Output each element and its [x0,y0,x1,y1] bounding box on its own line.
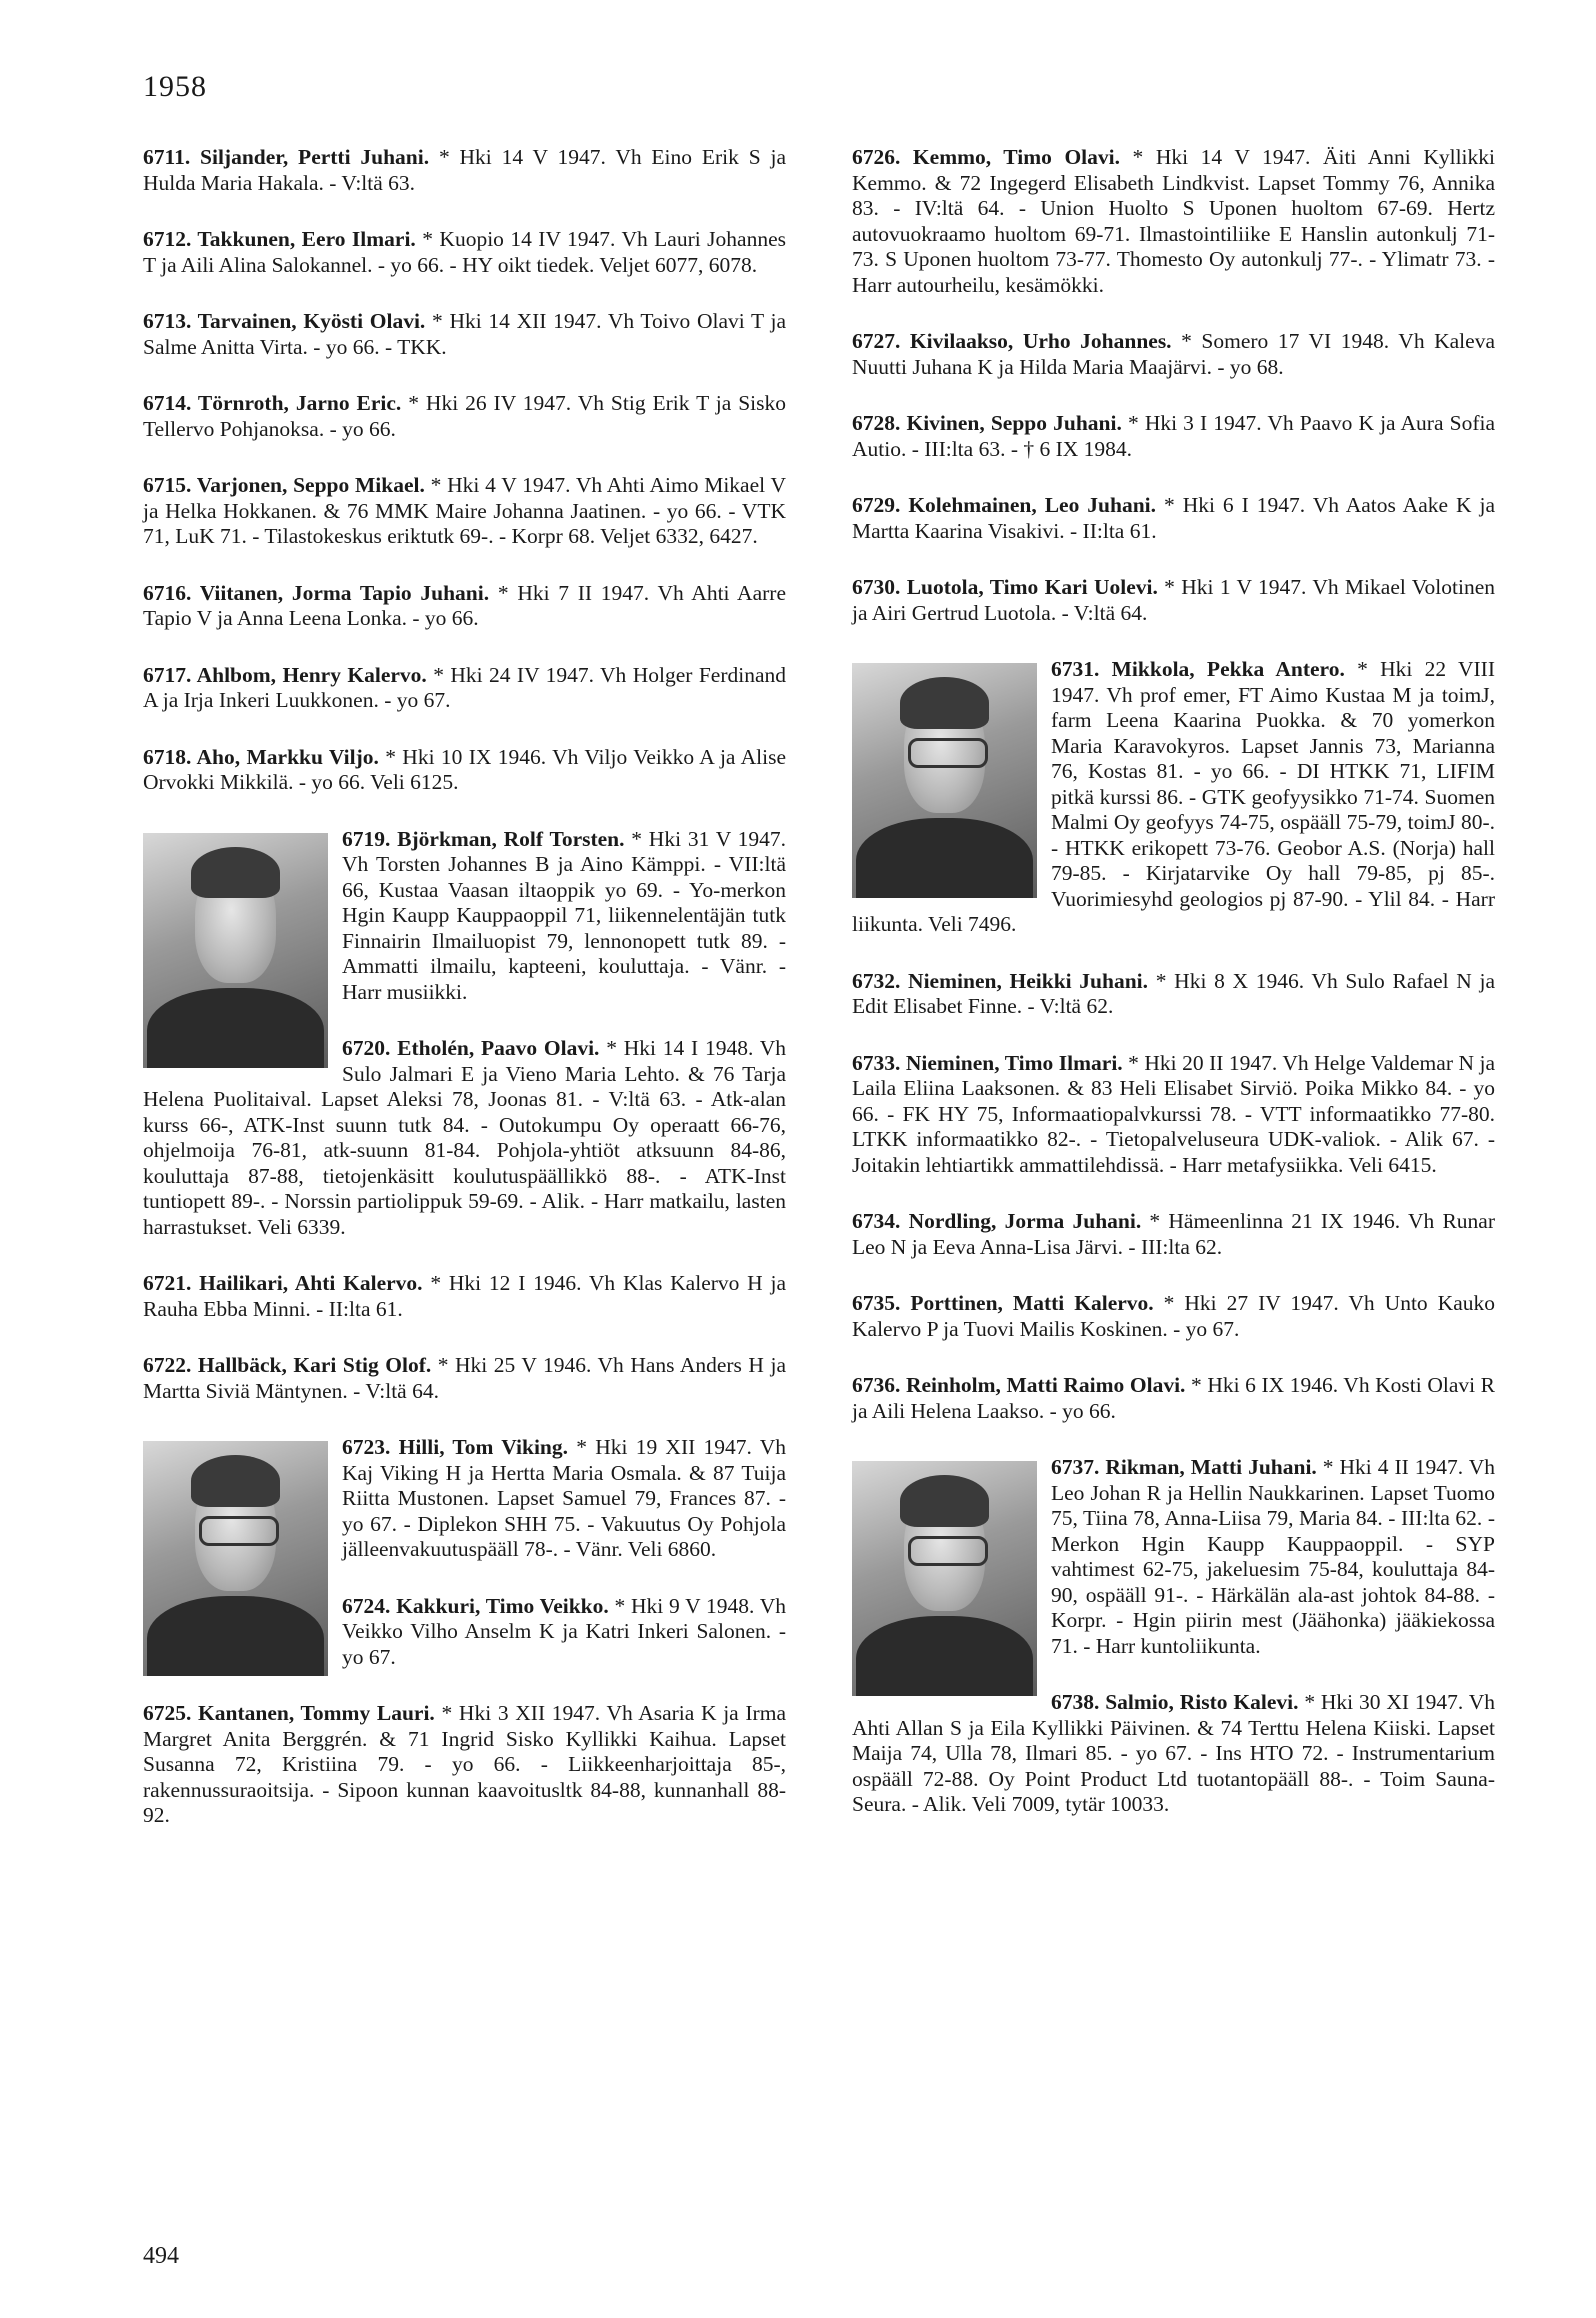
biography-entry [143,391,786,442]
entry-text: * Hki 25 V 1946. Vh Hans Anders H ja Martta Siviä Mäntynen. - V:ltä 64. [143,1353,786,1403]
biography-entry [852,1209,1495,1260]
entry-text: * Hki 9 V 1948. Vh Veikko Vilho Anselm K ja Katri Inkeri Salonen. - yo 67. [342,1593,786,1669]
entry-text: * Hämeenlinna 21 IX 1946. Vh Runar Leo N ja Eeva Anna-Lisa Järvi. - III:lta 62. [852,1209,1495,1259]
entry-text: * Hki 12 I 1946. Vh Klas Kalervo H ja Rauha Ebba Minni. - II:lta 61. [143,1271,786,1321]
entry-name: 6736. Reinholm, Matti Raimo Olavi. [852,1373,1186,1397]
biography-entry [143,1271,786,1322]
biography-entry [143,581,786,632]
biography-entry [852,329,1495,380]
portrait-photo [143,833,328,1068]
biography-entry [143,145,786,196]
entry-text: * Hki 10 IX 1946. Vh Viljo Veikko A ja Alise Orvokki Mikkilä. - yo 66. Veli 6125. [143,744,786,794]
entry-text: * Hki 26 IV 1947. Vh Stig Erik T ja Sisko Tellervo Pohjanoksa. - yo 66. [143,391,787,441]
biography-entry [143,1435,786,1563]
biography-entry [143,745,786,796]
biography-entry [143,1701,786,1829]
entry-text: * Hki 6 I 1947. Vh Aatos Aake K ja Martta Kaarina Visakivi. - II:lta 61. [852,493,1495,543]
entry-text: * Hki 30 XI 1947. Vh Ahti Allan S ja Eila Kyllikki Päivinen. & 74 Terttu Helena Kiiski. Lapset Maija 74, Ulla 78, Ilmari 85. - yo 67. - Ins HTO 72. - Instrumentarium ospääll 72-88. Oy Point Product Ltd tuotantopääll 88-. - Toim Sauna-Seura. - Alik. Veli 7009, tytär 10033. [852,1690,1495,1816]
entry-text: * Hki 4 II 1947. Vh Leo Johan R ja Hellin Naukkarinen. Lapset Tuomo 75, Tiina 78, Anna-Liisa 79, Maria 84. - III:lta 62. - Merkon Hgin Kaupp Kauppaoppil. - SYP vahtimest 62-75, jakeluesim 75-84, kouluttaja 84-90, ospääll 91-. - Härkälän ala-ast johtok 84-88. - Korpr. - Hgin piirin mest (Jäähonka) jääkiekossa 71. - Harr kuntoliikunta. [1051,1455,1495,1658]
page-year-header: 1958 [143,70,207,103]
biography-entry [852,1051,1495,1179]
entry-name: 6720. Etholén, Paavo Olavi. [342,1036,600,1060]
biography-entry [852,1373,1495,1424]
entry-text: * Hki 8 X 1946. Vh Sulo Rafael N ja Edit Elisabet Finne. - V:ltä 62. [852,968,1496,1018]
entry-name: 6733. Nieminen, Timo Ilmari. [852,1050,1123,1075]
biography-entry [143,309,786,360]
entry-name: 6713. Tarvainen, Kyösti Olavi. [143,309,426,333]
entry-name: 6712. Takkunen, Eero Ilmari. [143,227,416,251]
biography-entry [852,145,1495,298]
entry-name: 6726. Kemmo, Timo Olavi. [852,145,1120,169]
biography-entry [143,1353,786,1404]
biography-entry [852,575,1495,626]
entry-name: 6718. Aho, Markku Viljo. [143,744,379,769]
entry-name: 6735. Porttinen, Matti Kalervo. [852,1291,1154,1315]
entry-name: 6734. Nordling, Jorma Juhani. [852,1209,1142,1233]
biography-entry [852,969,1495,1020]
biography-entry [143,473,786,550]
entry-text: * Hki 14 V 1947. Äiti Anni Kyllikki Kemmo. & 72 Ingegerd Elisabeth Lindkvist. Lapset Tommy 76, Annika 83. - IV:ltä 64. - Union Huolto S Uponen huoltom 67-69. Hertz autovuokraamo huoltom 69-71. Ilmastointiliike E Hanslin autonkulj 71-73. S Uponen huoltom 73-77. Thomesto Oy autonkulj 77-. - Ylimatr 73. - Harr autourheilu, kesämökki. [852,145,1495,297]
portrait-photo [852,663,1037,898]
entry-text: * Hki 6 IX 1946. Vh Kosti Olavi R ja Aili Helena Laakso. - yo 66. [852,1373,1495,1423]
entry-name: 6732. Nieminen, Heikki Juhani. [852,968,1149,993]
entry-text: * Hki 14 XII 1947. Vh Toivo Olavi T ja Salme Anitta Virta. - yo 66. - TKK. [143,309,786,359]
right-column [852,145,1495,1849]
entry-text: * Kuopio 14 IV 1947. Vh Lauri Johannes T ja Aili Alina Salokannel. - yo 66. - HY oikt tiedek. Veljet 6077, 6078. [143,227,786,277]
entry-text: * Hki 4 V 1947. Vh Ahti Aimo Mikael V ja Helka Hokkanen. & 76 MMK Maire Johanna Jaatinen. - yo 66. - VTK 71, LuK 71. - Tilastokeskus eriktutk 69-. - Korpr 68. Veljet 6332, 6427. [143,473,786,548]
entry-name: 6724. Kakkuri, Timo Veikko. [342,1593,609,1618]
entry-text: * Hki 3 I 1947. Vh Paavo K ja Aura Sofia Autio. - III:lta 63. - † 6 IX 1984. [852,411,1495,461]
entry-text: * Hki 3 XII 1947. Vh Asaria K ja Irma Margret Anita Berggrén. & 71 Ingrid Sisko Kyllikki Kaihua. Lapset Susanna 72, Kristiina 79. - yo 66. - Liikkeenharjoittaja 85-, rakennussuraoitsija. - Sipoon kunnan kaavoitusltk 84-88, kunnanhall 88-92. [143,1701,786,1827]
entry-name: 6717. Ahlbom, Henry Kalervo. [143,662,427,687]
entry-name: 6711. Siljander, Pertti Juhani. [143,145,430,169]
biography-entry [143,827,786,1006]
portrait-photo [143,1441,328,1676]
entry-name: 6721. Hailikari, Ahti Kalervo. [143,1271,423,1295]
entry-text: * Hki 14 V 1947. Vh Eino Erik S ja Hulda Maria Hakala. - V:ltä 63. [143,145,787,195]
biography-entry [143,227,786,278]
entry-name: 6727. Kivilaakso, Urho Johannes. [852,329,1172,353]
entry-name: 6728. Kivinen, Seppo Juhani. [852,411,1122,435]
biography-entry [852,1690,1495,1818]
entry-name: 6730. Luotola, Timo Kari Uolevi. [852,575,1158,599]
portrait-photo [852,1461,1037,1696]
entry-name: 6737. Rikman, Matti Juhani. [1051,1455,1317,1479]
entry-name: 6731. Mikkola, Pekka Antero. [1051,657,1345,681]
entry-name: 6729. Kolehmainen, Leo Juhani. [852,493,1157,517]
page-number: 494 [143,2243,179,2269]
entry-text: * Hki 31 V 1947. Vh Torsten Johannes B ja Aino Kämppi. - VII:ltä 66, Kustaa Vaasan iltaoppik yo 69. - Yo-merkon Hgin Kaupp Kauppaoppil 71, liikennelentäjän tutk Finnairin Ilmailuopist 79, lennonopett tutk 89. - Ammatti ilmailu, kapteeni, kouluttaja. - Vänr. - Harr musiikki. [342,826,786,1004]
left-column [143,145,786,1860]
entry-text: * Somero 17 VI 1948. Vh Kaleva Nuutti Juhana K ja Hilda Maria Maajärvi. - yo 68. [852,329,1495,379]
biography-entry [852,657,1495,938]
biography-entry [852,411,1495,462]
biography-entry [852,1291,1495,1342]
entry-name: 6716. Viitanen, Jorma Tapio Juhani. [143,580,490,605]
entry-text: * Hki 14 I 1948. Vh Sulo Jalmari E ja Vieno Maria Lehto. & 76 Tarja Helena Puolitaival. Lapset Aleksi 78, Joonas 81. - V:ltä 63. - Atk-alan kurss 66-, ATK-Inst suunn tutk 84. - Outokumpu Oy operaatt 66-76, ohjelmoija 76-81, atk-suunn 81-84. Pohjola-yhtiöt atksuunn 84-86, kouluttaja 87-88, tietojenkäsitt koulutuspäällikkö 88-. - ATK-Inst tuntiopett 89-. - Norssin partiolippuk 59-69. - Alik. - Harr matkailu, lasten harrastukset. Veli 6339. [143,1036,786,1239]
entry-name: 6725. Kantanen, Tommy Lauri. [143,1701,435,1725]
entry-text: * Hki 24 IV 1947. Vh Holger Ferdinand A ja Irja Inkeri Luukkonen. - yo 67. [143,662,786,712]
entry-text: * Hki 22 VIII 1947. Vh prof emer, FT Aimo Kustaa M ja toimJ, farm Leena Kaarina Puokka. & 70 yomerkon Maria Karavokyros. Lapset Jannis 73, Marianna 76, Kostas 81. - yo 66. - DI HTKK 71, LIFIM pitkä kurssi 86. - GTK geofyysikko 71-74. Suomen Malmi Oy geofyys 74-75, ospääll 75-79, toimJ 80-. - HTKK erikopett 73-76. Geobor A.S. (Norja) hall 79-85. - Kirjatarvike Oy hall 79-85, pj 85-. Vuorimiesyhd geologios pj 87-90. - Ylil 84. - Harr liikunta. Veli 7496. [852,657,1495,936]
entry-text: * Hki 19 XII 1947. Vh Kaj Viking H ja Hertta Maria Osmala. & 87 Tuija Riitta Mustonen. Lapset Samuel 79, Frances 87. - yo 67. - Diplekon SHH 75. - Vakuutus Oy Pohjola jälleenvakuutuspääll 78-. - Vänr. Veli 6860. [342,1435,786,1561]
biography-entry [852,1455,1495,1659]
biography-entry [143,663,786,714]
entry-text: * Hki 1 V 1947. Vh Mikael Volotinen ja Airi Gertrud Luotola. - V:ltä 64. [852,575,1495,625]
entry-name: 6719. Björkman, Rolf Torsten. [342,826,625,851]
biography-entry [852,493,1495,544]
entry-name: 6722. Hallbäck, Kari Stig Olof. [143,1353,432,1377]
entry-name: 6715. Varjonen, Seppo Mikael. [143,473,425,497]
entry-text: * Hki 27 IV 1947. Vh Unto Kauko Kalervo P ja Tuovi Mailis Koskinen. - yo 67. [852,1291,1495,1341]
entry-name: 6738. Salmio, Risto Kalevi. [1051,1690,1299,1714]
entry-name: 6723. Hilli, Tom Viking. [342,1435,569,1459]
entry-text: * Hki 20 II 1947. Vh Helge Valdemar N ja Laila Eliina Laaksonen. & 83 Heli Elisabet Sirviö. Poika Mikko 84. - yo 66. - FK HY 75, Informaatiopalvkurssi 78. - VTT informaatikko 77-80. LTKK informaatikko 82-. - Tietopalveluseura UDK-valiok. - Alik 67. - Joitakin lehtiartikk ammattilehdissä. - Harr metafysiikka. Veli 6415. [852,1050,1495,1177]
entry-text: * Hki 7 II 1947. Vh Ahti Aarre Tapio V ja Anna Leena Lonka. - yo 66. [143,580,786,630]
entry-name: 6714. Törnroth, Jarno Eric. [143,391,402,415]
